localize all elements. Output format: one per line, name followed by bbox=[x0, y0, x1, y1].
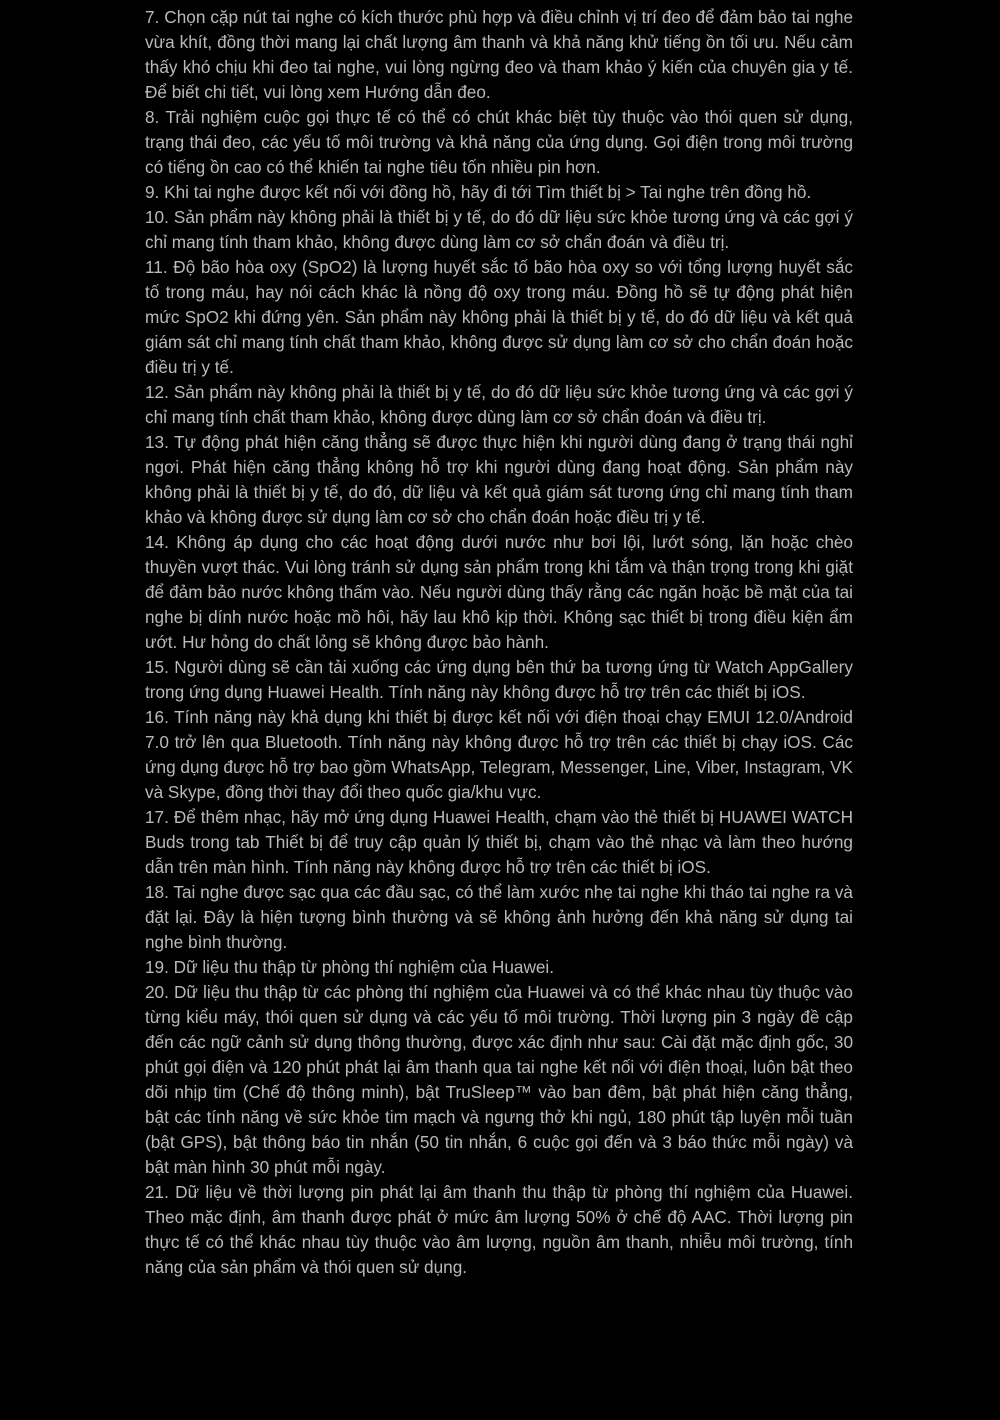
footnote-14: 14. Không áp dụng cho các hoạt động dưới nước như bơi lội, lướt sóng, lặn hoặc chèo thuyền vượt thác. Vui lòng tránh sử dụng sản phẩm trong khi tắm và thận trọng trong khi giặt để đảm bảo nước không thấm vào. Nếu người dùng thấy rằng các ngăn hoặc bề mặt của tai nghe bị dính nước hoặc mồ hôi, hãy lau khô kịp thời. Không sạc thiết bị trong điều kiện ẩm ướt. Hư hỏng do chất lỏng sẽ không được bảo hành. bbox=[145, 532, 853, 652]
footnotes-list bbox=[145, 5, 853, 1280]
footnote-13: 13. Tự động phát hiện căng thẳng sẽ được thực hiện khi người dùng đang ở trạng thái nghỉ ngơi. Phát hiện căng thẳng không hỗ trợ khi người dùng đang hoạt động. Sản phẩm này không phải là thiết bị y tế, do đó, dữ liệu và kết quả giám sát tương ứng chỉ mang tính tham khảo và không được sử dụng làm cơ sở cho chẩn đoán hoặc điều trị y tế. bbox=[145, 432, 853, 527]
footnote-7: 7. Chọn cặp nút tai nghe có kích thước phù hợp và điều chỉnh vị trí đeo để đảm bảo tai nghe vừa khít, đồng thời mang lại chất lượng âm thanh và khả năng khử tiếng ồn tối ưu. Nếu cảm thấy khó chịu khi đeo tai nghe, vui lòng ngừng đeo và tham khảo ý kiến của chuyên gia y tế. Để biết chi tiết, vui lòng xem Hướng dẫn đeo. bbox=[145, 7, 853, 102]
footnote-18: 18. Tai nghe được sạc qua các đầu sạc, có thể làm xước nhẹ tai nghe khi tháo tai nghe ra và đặt lại. Đây là hiện tượng bình thường và sẽ không ảnh hưởng đến khả năng sử dụng tai nghe bình thường. bbox=[145, 882, 853, 952]
footnote-8: 8. Trải nghiệm cuộc gọi thực tế có thể có chút khác biệt tùy thuộc vào thói quen sử dụng, trạng thái đeo, các yếu tố môi trường và khả năng của ứng dụng. Gọi điện trong môi trường có tiếng ồn cao có thể khiến tai nghe tiêu tốn nhiều pin hơn. bbox=[145, 107, 853, 177]
footnote-20: 20. Dữ liệu thu thập từ các phòng thí nghiệm của Huawei và có thể khác nhau tùy thuộc vào từng kiểu máy, thói quen sử dụng và các yếu tố môi trường. Thời lượng pin 3 ngày đề cập đến các ngữ cảnh sử dụng thông thường, được xác định như sau: Cài đặt mặc định gốc, 30 phút gọi điện và 120 phút phát lại âm thanh qua tai nghe kết nối với điện thoại, luôn bật theo dõi nhịp tim (Chế độ thông minh), bật TruSleep™ vào ban đêm, bật phát hiện căng thẳng, bật các tính năng về sức khỏe tim mạch và ngưng thở khi ngủ, 180 phút tập luyện mỗi tuần (bật GPS), bật thông báo tin nhắn (50 tin nhắn, 6 cuộc gọi đến và 3 báo thức mỗi ngày) và bật màn hình 30 phút mỗi ngày. bbox=[145, 982, 853, 1177]
footnote-10: 10. Sản phẩm này không phải là thiết bị y tế, do đó dữ liệu sức khỏe tương ứng và các gợi ý chỉ mang tính tham khảo, không được dùng làm cơ sở chẩn đoán và điều trị. bbox=[145, 207, 853, 252]
footnote-19: 19. Dữ liệu thu thập từ phòng thí nghiệm của Huawei. bbox=[145, 957, 555, 977]
footnote-9: 9. Khi tai nghe được kết nối với đồng hồ, hãy đi tới Tìm thiết bị > Tai nghe trên đồng hồ. bbox=[145, 182, 812, 202]
footnote-12: 12. Sản phẩm này không phải là thiết bị y tế, do đó dữ liệu sức khỏe tương ứng và các gợi ý chỉ mang tính chất tham khảo, không được dùng làm cơ sở chẩn đoán và điều trị. bbox=[145, 382, 853, 427]
footnote-16: 16. Tính năng này khả dụng khi thiết bị được kết nối với điện thoại chạy EMUI 12.0/Android 7.0 trở lên qua Bluetooth. Tính năng này không được hỗ trợ trên các thiết bị chạy iOS. Các ứng dụng được hỗ trợ bao gồm WhatsApp, Telegram, Messenger, Line, Viber, Instagram, VK và Skype, đồng thời thay đổi theo quốc gia/khu vực. bbox=[145, 707, 853, 802]
footnote-21: 21. Dữ liệu về thời lượng pin phát lại âm thanh thu thập từ phòng thí nghiệm của Huawei. Theo mặc định, âm thanh được phát ở mức âm lượng 50% ở chế độ AAC. Thời lượng pin thực tế có thể khác nhau tùy thuộc vào âm lượng, nguồn âm thanh, nhiễu môi trường, tính năng của sản phẩm và thói quen sử dụng. bbox=[145, 1182, 853, 1277]
footnote-11: 11. Độ bão hòa oxy (SpO2) là lượng huyết sắc tố bão hòa oxy so với tổng lượng huyết sắc tố trong máu, hay nói cách khác là nồng độ oxy trong máu. Đồng hồ sẽ tự động phát hiện mức SpO2 khi đứng yên. Sản phẩm này không phải là thiết bị y tế, do đó dữ liệu và kết quả giám sát chỉ mang tính chất tham khảo, không được sử dụng làm cơ sở cho chẩn đoán hoặc điều trị y tế. bbox=[145, 257, 853, 377]
footnote-15: 15. Người dùng sẽ cần tải xuống các ứng dụng bên thứ ba tương ứng từ Watch AppGallery trong ứng dụng Huawei Health. Tính năng này không được hỗ trợ trên các thiết bị iOS. bbox=[145, 657, 853, 702]
footnote-17: 17. Để thêm nhạc, hãy mở ứng dụng Huawei Health, chạm vào thẻ thiết bị HUAWEI WATCH Buds trong tab Thiết bị để truy cập quản lý thiết bị, chạm vào thẻ nhạc và làm theo hướng dẫn trên màn hình. Tính năng này không được hỗ trợ trên các thiết bị iOS. bbox=[145, 807, 853, 877]
